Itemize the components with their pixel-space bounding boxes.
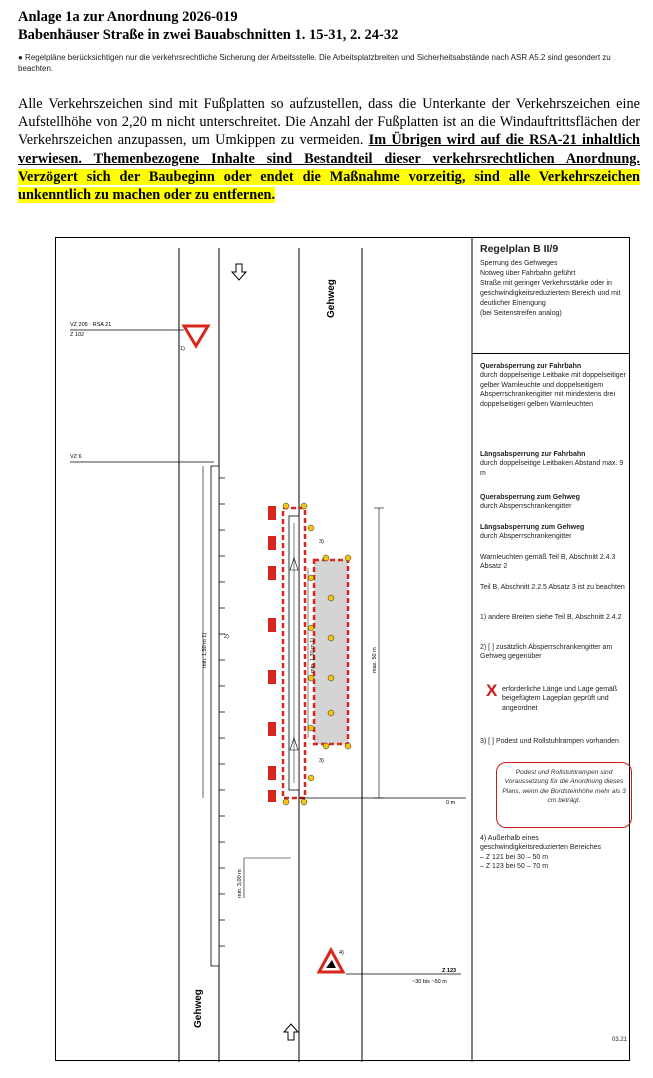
body-paragraph [18, 95, 640, 204]
dimension-min-300: min. 3,00 m [237, 869, 243, 898]
legend-block-4 [480, 523, 626, 542]
legend-divider [472, 353, 630, 354]
footnote-2-marker: 2) [224, 634, 229, 640]
legend-footnote-3: 3) [ ] Podest und Rollstuhlrampen vorhanden [480, 738, 619, 745]
legend-block-2 [480, 450, 626, 478]
legend-sidebar [472, 237, 630, 1061]
yield-sign-icon [184, 326, 208, 346]
footnote-4-marker: 4) [339, 950, 344, 956]
rsa-reference: Im Übrigen wird auf die RSA-21 inhaltlich verwiesen. Themenbezogene Inhalte sind Bestandteil dieser verkehrsrechtlichen Anordnung. [18, 132, 641, 167]
arrow-up-icon [284, 1024, 298, 1040]
dimension-min-130: min. 1,30 m 1) [310, 637, 316, 673]
legend-footnote-4: 4) Außerhalb eines geschwindigkeitsreduzierten Bereiches – Z 121 bei 30 – 50 m – Z 123 bei 50 – 70 m [480, 835, 602, 871]
highlighted-instruction: Verzögert sich der Baubeginn oder endet die Maßnahme vorzeitig, sind alle Verkehrszeichen unkenntlich zu machen oder zu entfernen. [18, 168, 640, 204]
leitbaken-column [268, 506, 276, 802]
legend-footnote-1: 1) andere Breiten siehe Teil B, Abschnitt 2.4.2 [480, 614, 622, 621]
document-header [18, 8, 638, 44]
legend-block-4-title: Längsabsperrung zum Gehweg [480, 524, 585, 531]
sidewalk-label-bottom: Gehweg [193, 989, 204, 1028]
footnote-3-marker-bottom: 3) [319, 758, 324, 764]
legend-block-3-title: Querabsperrung zum Gehweg [480, 494, 580, 501]
arrow-down-icon [232, 264, 246, 280]
header-line-1: Anlage 1a zur Anordnung 2026-019 [18, 9, 238, 25]
ramp-requirement-box: Podest und Rollstuhlrampen sind Voraussetzung für die Anordnung dieses Plans, wenn die Bordsteinhöhe mehr als 3 cm beträgt. [496, 762, 632, 828]
mid-left-label: VZ 6 [70, 454, 82, 460]
legend-block-3 [480, 493, 626, 512]
zero-marker: 0 m [446, 800, 456, 806]
legend-footnote-2b: erforderliche Länge und Lage gemäß beigefügtem Lageplan geprüft und angeordnet [502, 686, 618, 712]
legend-block-1-text: durch doppelseitige Leitbake mit doppelseitiger gelber Warnleuchte und doppelseitigem Absperrschrankengitter mit mindestens drei doppelseitigen gelben Warnleuchten [480, 372, 626, 408]
legend-subtitle: Sperrung des Gehweges Notweg über Fahrbahn geführt Straße mit geringer Verkehrsstärke oder in geschwindigkeitsreduziertem Bereich und mit deutlicher Einengung (bei Seitenstreifen analog) [480, 260, 621, 317]
legend-section-note: Teil B, Abschnitt 2.2.5 Absatz 3 ist zu beachten [480, 584, 625, 591]
sidewalk-label-top: Gehweg [326, 279, 337, 318]
dimension-min-150: min. 1,50 m 1) [202, 632, 208, 668]
header-line-2: Babenhäuser Straße in zwei Bauabschnitten 1. 15-31, 2. 24-32 [18, 27, 399, 43]
legend-block-2-text: durch doppelseitige Leitbaken Abstand max. 9 m [480, 460, 624, 477]
dimension-max-50: max. 50 m [372, 647, 378, 673]
legend-warning-lights: Warnleuchten gemäß Teil B, Abschnitt 2.4.3 Absatz 2 [480, 554, 616, 571]
footnote-1-marker: 1) [180, 346, 185, 352]
z123-distance: ~30 bis ~50 m [412, 979, 447, 985]
x-mark-icon: X [486, 681, 498, 700]
top-left-label: Z 102 [70, 332, 85, 338]
legend-footnote-2: 2) [ ] zusätzlich Absperrschrankengitter am Gehweg gegenüber [480, 644, 613, 661]
z123-label: Z 123 [442, 968, 457, 974]
legend-block-3-text: durch Absperrschrankengitter [480, 503, 572, 511]
legend-block-1-title: Querabsperrung zur Fahrbahn [480, 363, 582, 370]
legend-block-2-title: Längsabsperrung zur Fahrbahn [480, 451, 586, 458]
sidewalk-barrier-ticks [219, 478, 225, 946]
footnote-3-marker-top: 3) [319, 539, 324, 545]
paragraph-1: Alle Verkehrszeichen sind mit Fußplatten so aufzustellen, dass die Unterkante der Verkehrszeichen eine Aufstellhöhe von 2,20 m nicht unterschreitet. Die Anzahl der Fußplatten ist an die Windauftrittsflächen der Verkehrszeichen anzupassen, um Umkippen zu vermeiden. [18, 96, 640, 149]
top-left-small-label: VZ 205 · RSA 21 [70, 322, 112, 328]
legend-block-1 [480, 362, 626, 409]
legend-block-4-text: durch Absperrschrankengitter [480, 533, 572, 541]
legend-footer-code: 03.21 [612, 1037, 628, 1043]
legend-title: Regelplan B II/9 [480, 243, 559, 255]
regelplan-note: ● Regelpläne berücksichtigen nur die verkehrsrechtliche Sicherung der Arbeitsstelle. Die Arbeitsplatzbreiten und Sicherheitsabstände nach ASR A5.2 sind gesondert zu beachten. [18, 53, 611, 73]
